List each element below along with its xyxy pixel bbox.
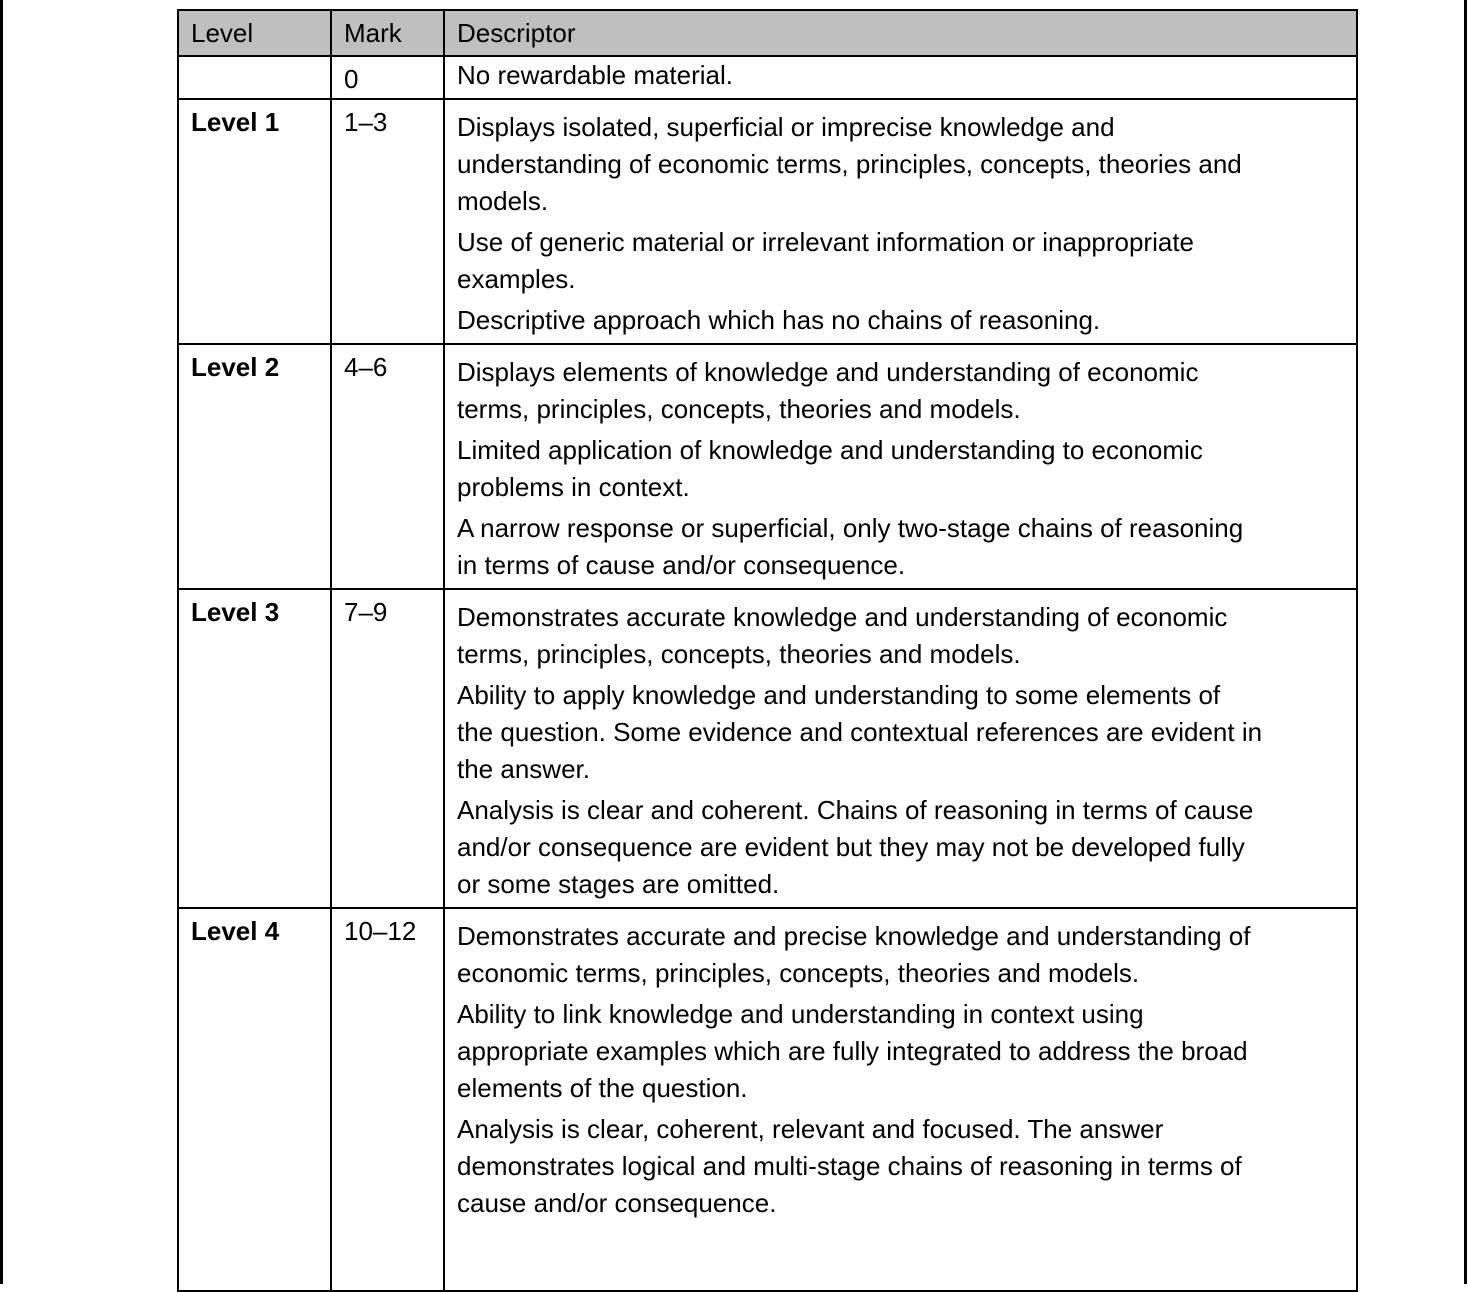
descriptor-cell <box>444 344 1357 589</box>
mark-scheme-table <box>177 9 1358 1292</box>
table-row <box>178 344 1357 589</box>
descriptor-line: cause and/or consequence. <box>457 1188 777 1218</box>
descriptor-cell <box>444 589 1357 908</box>
descriptor-line: Displays isolated, superficial or imprecise knowledge and <box>457 112 1115 142</box>
table-row <box>178 908 1357 1291</box>
mark-cell: 0 <box>331 56 444 99</box>
descriptor-paragraph <box>457 432 1356 506</box>
mark-cell: 10–12 <box>331 908 444 1291</box>
descriptor-line: Analysis is clear, coherent, relevant and focused. The answer <box>457 1114 1164 1144</box>
descriptor-line: examples. <box>457 264 576 294</box>
descriptor-line: models. <box>457 186 549 216</box>
level-cell: Level 2 <box>178 344 331 589</box>
descriptor-line: Ability to apply knowledge and understanding to some elements of <box>457 680 1221 710</box>
descriptor-line: A narrow response or superficial, only two-stage chains of reasoning <box>457 513 1244 543</box>
descriptor-line: Descriptive approach which has no chains of reasoning. <box>457 305 1101 335</box>
descriptor-paragraph <box>457 996 1356 1107</box>
descriptor-line: elements of the question. <box>457 1073 748 1103</box>
descriptor-cell <box>444 99 1357 344</box>
descriptor-line: Demonstrates accurate knowledge and understanding of economic <box>457 602 1228 632</box>
header-descriptor: Descriptor <box>444 10 1357 56</box>
descriptor-paragraph <box>457 57 1356 94</box>
page-border-right <box>1464 0 1467 1284</box>
descriptor-line: in terms of cause and/or consequence. <box>457 550 906 580</box>
page-border-left <box>0 0 3 1284</box>
descriptor-paragraph <box>457 302 1356 339</box>
descriptor-paragraph <box>457 354 1356 428</box>
descriptor-line: the question. Some evidence and contextual references are evident in <box>457 717 1263 747</box>
header-mark: Mark <box>331 10 444 56</box>
level-cell: Level 4 <box>178 908 331 1291</box>
header-level: Level <box>178 10 331 56</box>
descriptor-cell <box>444 908 1357 1291</box>
descriptor-paragraph <box>457 224 1356 298</box>
descriptor-line: the answer. <box>457 754 590 784</box>
descriptor-cell <box>444 56 1357 99</box>
mark-cell: 1–3 <box>331 99 444 344</box>
descriptor-line: understanding of economic terms, principles, concepts, theories and <box>457 149 1242 179</box>
mark-cell: 4–6 <box>331 344 444 589</box>
descriptor-paragraph <box>457 109 1356 220</box>
descriptor-line: Ability to link knowledge and understanding in context using <box>457 999 1144 1029</box>
descriptor-line: Limited application of knowledge and understanding to economic <box>457 435 1203 465</box>
descriptor-paragraph <box>457 1111 1356 1222</box>
table-row <box>178 56 1357 99</box>
descriptor-line: terms, principles, concepts, theories and models. <box>457 394 1021 424</box>
descriptor-paragraph <box>457 599 1356 673</box>
descriptor-line: demonstrates logical and multi-stage chains of reasoning in terms of <box>457 1151 1242 1181</box>
descriptor-paragraph <box>457 510 1356 584</box>
mark-cell: 7–9 <box>331 589 444 908</box>
table-row <box>178 99 1357 344</box>
descriptor-paragraph <box>457 792 1356 903</box>
descriptor-line: Displays elements of knowledge and understanding of economic <box>457 357 1199 387</box>
descriptor-line: Analysis is clear and coherent. Chains of reasoning in terms of cause <box>457 795 1254 825</box>
descriptor-line: No rewardable material. <box>457 60 734 90</box>
descriptor-line: terms, principles, concepts, theories and models. <box>457 639 1021 669</box>
descriptor-line: Use of generic material or irrelevant information or inappropriate <box>457 227 1195 257</box>
descriptor-line: Demonstrates accurate and precise knowledge and understanding of <box>457 921 1251 951</box>
table-row <box>178 589 1357 908</box>
level-cell <box>178 56 331 99</box>
header-row <box>178 10 1357 56</box>
descriptor-line: appropriate examples which are fully integrated to address the broad <box>457 1036 1248 1066</box>
descriptor-line: and/or consequence are evident but they may not be developed fully <box>457 832 1245 862</box>
descriptor-line: economic terms, principles, concepts, theories and models. <box>457 958 1140 988</box>
level-cell: Level 3 <box>178 589 331 908</box>
descriptor-paragraph <box>457 677 1356 788</box>
descriptor-paragraph <box>457 918 1356 992</box>
descriptor-line: problems in context. <box>457 472 690 502</box>
level-cell: Level 1 <box>178 99 331 344</box>
descriptor-line: or some stages are omitted. <box>457 869 780 899</box>
